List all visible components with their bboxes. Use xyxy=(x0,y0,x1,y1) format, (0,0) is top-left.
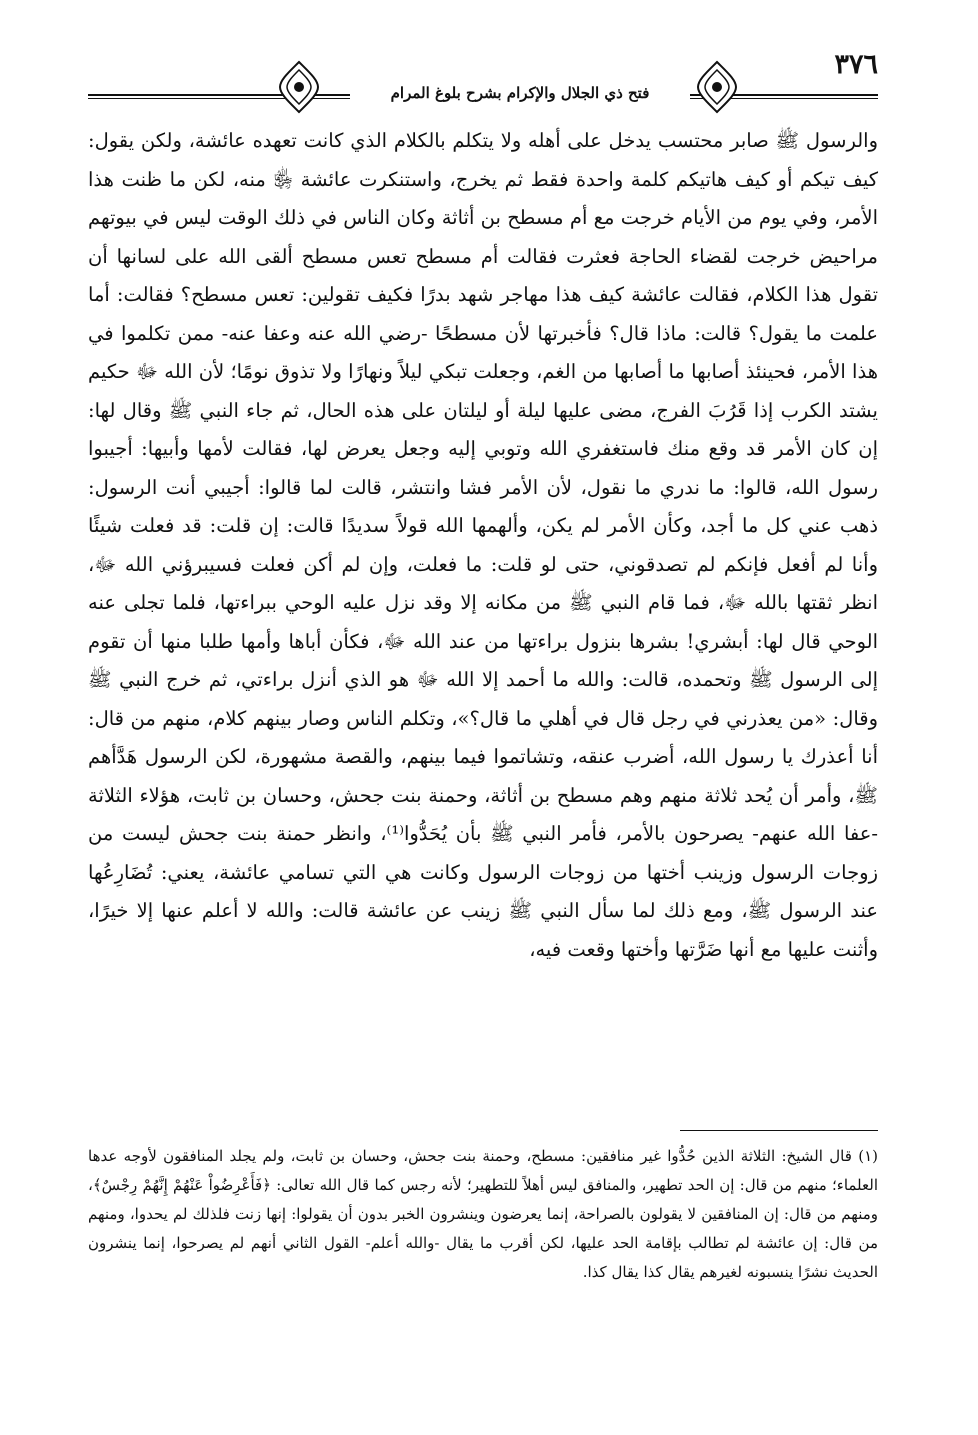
body-paragraph: والرسول ﷺ صابر محتسب يدخل على أهله ولا يتكلم بالكلام الذي كانت تعهده عائشة، ولكن يقول: كيف تيكم أو كيف هاتيكم كلمة واحدة فقط ثم يخرج، واستنكرت عائشة ﵂ منه، لكن ما ظنت هذا الأمر، وفي يوم من الأيام خرجت مع أم مسطح بن أثاثة وكان الناس في ذلك الوقت ليس في بيوتهم مراحيض خرجت لقضاء الحاجة فعثرت فقالت أم مسطح تعس مسطح ألقى الله على لسانها أن تقول هذا الكلام، فقالت عائشة كيف هذا مهاجر شهد بدرًا فكيف تقولين: تعس مسطح؟ فقالت: أما علمت ما يقول؟ قالت: ماذا قال؟ فأخبرتها لأن مسطحًا -رضي الله عنه وعفا عنه- ممن تكلموا في هذا الأمر، فحينئذ أصابها ما أصابها من الغم، وجعلت تبكي ليلاً ونهارًا ولا تذوق نومًا؛ لأن الله ﷻ حكيم يشتد الكرب إذا قَرُبَ الفرج، مضى عليها ليلة أو ليلتان على هذه الحال، ثم جاء النبي ﷺ وقال لها: إن كان الأمر قد وقع منك فاستغفري الله وتوبي إليه وجعل يعرض لها، فقالت لأمها وأبيها: أجيبوا رسول الله، قالوا: ما ندري ما نقول، لأن الأمر فشا وانتشر، قالت لما قالوا: أجيبي أنت الرسول: ذهب عني كل ما أجد، وكأن الأمر لم يكن، وألهمها الله قولاً سديدًا قالت: إن قلت: قد فعلت شيئًا وأنا لم أفعل فإنكم لم تصدقوني، حتى لو قلت: ما فعلت، وإن لم أكن فعلت فسيبرؤني الله ﷻ، انظر ثقتها بالله ﷻ، فما قام النبي ﷺ من مكانه إلا وقد نزل عليه الوحي ببراءتها، فلما تجلى عنه الوحي قال لها: أبشري! بشرها بنزول براءتها من عند الله ﷻ، فكأن أباها وأمها طلبا منها أن تقوم إلى الرسول ﷺ وتحمده، قالت: والله ما أحمد إلا الله ﷻ هو الذي أنزل براءتي، ثم خرج النبي ﷺ وقال: «من يعذرني في رجل قال في أهلي ما قال؟»، وتكلم الناس وصار بينهم كلام، منهم من قال: أنا أعذرك يا رسول الله، أضرب عنقه، وتشاتموا فيما بينهم، والقصة مشهورة، لكن الرسول هَدَّأهم ﷺ، وأمر أن يُحد ثلاثة منهم وهم مسطح بن أثاثة، وحمنة بنت جحش، وحسان بن ثابت، هؤلاء الثلاثة -عفا الله عنهم- يصرحون بالأمر، فأمر النبي ﷺ بأن يُحَدُّوا⁽¹⁾، وانظر حمنة بنت جحش ليست من زوجات الرسول وزينب أختها من زوجات الرسول وكانت هي التي تسامي عائشة، يعني: تُضَارِعُها عند الرسول ﷺ، ومع ذلك لما سأل النبي ﷺ زينب عن عائشة قالت: والله لا أعلم عنها إلا خيرًا، وأثنت عليها مع أنها ضَرَّتها وأختها وقعت فيه، xyxy=(88,129,879,961)
footnote-paragraph: (١) قال الشيخ: الثلاثة الذين حُدُّوا غير منافقين: مسطح، وحمنة بنت جحش، وحسان بن ثابت، ولم يجلد المنافقون لأوجه عدها العلماء؛ منهم من قال: إن الحد تطهير، والمنافق ليس أهلاً للتطهير؛ لأنه رجس كما قال الله تعالى: ﴿فَأَعْرِضُواْ عَنْهُمْ إِنَّهُمْ رِجْسٌ﴾، ومنهم من قال: إن المنافقين لا يقولون بالصراحة، إنما يعرضون وينشرون الخبر بدون أن يقولوا: إنها زنت فلذلك لم يحدوا، ومنهم من قال: إن عائشة لم تطالب بإقامة الحد عليها، لكن أقرب ما يقال -والله أعلم- القول الثاني أنهم لم يصرحوا، إنما ينشرون الحديث نشرًا ينسبونه لغيرهم يقال كذا يقال كذا. xyxy=(88,1147,878,1281)
ornament-icon xyxy=(696,60,738,114)
ornament-icon xyxy=(278,60,320,114)
running-title: فتح ذي الجلال والإكرام بشرح بلوغ المرام xyxy=(350,80,690,106)
footnote xyxy=(88,1142,878,1287)
page-header xyxy=(88,50,878,112)
main-text xyxy=(88,122,878,969)
footnote-separator xyxy=(680,1130,878,1131)
page-number: ٣٧٦ xyxy=(834,49,878,80)
